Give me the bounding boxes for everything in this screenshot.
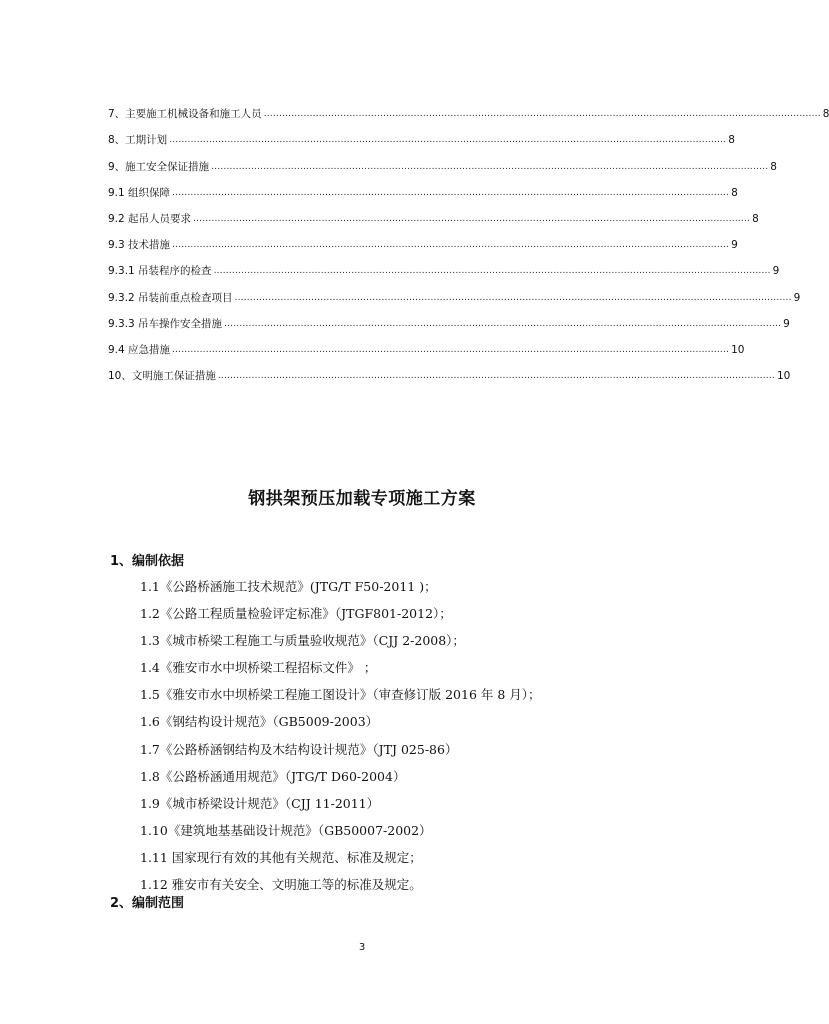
toc-entry-page: 9: [772, 265, 780, 278]
toc-leader: ......................................................................................................................................................................................: [211, 161, 769, 172]
section-heading-scope: 2、编制范围: [110, 896, 185, 911]
toc-entry-label: 9.3.3 吊车操作安全措施: [108, 317, 223, 330]
toc-entry-label: 9.3.2 吊装前重点检查项目: [108, 291, 233, 304]
toc-entry-page: 8: [731, 186, 738, 199]
toc-leader: ......................................................................................................................................................................................: [263, 109, 821, 120]
reference-item: 1.8《公路桥涵通用规范》（JTG/T D60-2004）: [140, 768, 406, 784]
toc-entry-label: 9.2 起吊人员要求: [108, 212, 192, 225]
toc-entry-label: 8、工期计划: [108, 134, 168, 147]
section-heading-basis: 1、编制依据: [110, 554, 185, 569]
toc-leader: ......................................................................................................................................................................................: [234, 292, 792, 303]
toc-entry[interactable]: [108, 252, 780, 278]
toc-leader: ......................................................................................................................................................................................: [224, 318, 782, 329]
reference-item: 1.12 雅安市有关安全、文明施工等的标准及规定。: [140, 877, 422, 893]
toc-entry-label: 9.3.1 吊装程序的检查: [108, 265, 212, 278]
toc-entry-label: 10、文明施工保证措施: [108, 370, 216, 383]
toc-entry[interactable]: [108, 357, 791, 383]
reference-item: 1.11 国家现行有效的其他有关规范、标准及规定；: [140, 849, 422, 865]
toc-entry-label: 9、施工安全保证措施: [108, 160, 210, 173]
toc-entry[interactable]: [108, 331, 745, 357]
toc-leader: ......................................................................................................................................................................................: [169, 135, 727, 146]
toc-entry[interactable]: [108, 147, 777, 173]
toc-entry[interactable]: [108, 121, 735, 147]
toc-entry-page: 8: [822, 108, 829, 121]
reference-item: 1.1《公路桥涵施工技术规范》(JTG/T F50-2011 )；: [140, 579, 437, 594]
toc-leader: ......................................................................................................................................................................................: [213, 266, 771, 277]
toc-entry-page: 9: [793, 291, 801, 304]
page-number: 3: [358, 942, 366, 953]
toc-entry-page: 10: [776, 370, 791, 383]
toc-entry-label: 9.1 组织保障: [108, 186, 171, 199]
toc-entry[interactable]: [108, 174, 738, 200]
toc-entry[interactable]: [108, 278, 801, 304]
toc-entry-label: 9.4 应急措施: [108, 343, 171, 356]
reference-item: 1.4《雅安市水中坝桥梁工程招标文件》 ；: [140, 660, 377, 676]
reference-item: 1.10《建筑地基基础设计规范》（GB50007-2002）: [140, 822, 432, 838]
toc-entry-page: 8: [728, 134, 735, 147]
toc-leader: ......................................................................................................................................................................................: [172, 187, 730, 198]
toc-entry-page: 9: [783, 317, 790, 330]
toc-entry-label: 7、主要施工机械设备和施工人员: [108, 108, 262, 121]
toc-entry[interactable]: [108, 200, 759, 226]
toc-leader: ......................................................................................................................................................................................: [193, 213, 751, 224]
reference-item: 1.6《钢结构设计规范》（GB5009-2003）: [140, 714, 379, 730]
toc-leader: ......................................................................................................................................................................................: [172, 240, 730, 251]
toc-entry[interactable]: [108, 226, 738, 252]
toc-entry[interactable]: [108, 305, 790, 331]
reference-item: 1.7《公路桥涵钢结构及木结构设计规范》（JTJ 025-86）: [140, 741, 458, 757]
reference-item: 1.3《城市桥梁工程施工与质量验收规范》（CJJ 2-2008）；: [140, 633, 465, 649]
toc-entry-page: 8: [752, 212, 759, 225]
document-title: 钢拱架预压加载专项施工方案: [248, 489, 476, 509]
toc-entry-label: 9.3 技术措施: [108, 239, 171, 252]
toc-entry-page: 8: [770, 160, 777, 173]
toc-entry-page: 9: [731, 239, 738, 252]
toc-entry[interactable]: [108, 95, 829, 121]
reference-list: [140, 577, 640, 902]
toc-entry-page: 10: [731, 343, 745, 356]
table-of-contents: [108, 95, 829, 383]
toc-leader: ......................................................................................................................................................................................: [172, 344, 730, 355]
reference-item: 1.9《城市桥梁设计规范》（CJJ 11-2011）: [140, 795, 380, 811]
toc-leader: ......................................................................................................................................................................................: [217, 371, 775, 382]
reference-item: 1.2《公路工程质量检验评定标准》（JTGF801-2012）；: [140, 606, 452, 622]
reference-item: 1.5《雅安市水中坝桥梁工程施工图设计》（审查修订版 2016 年 8 月）；: [140, 687, 541, 703]
